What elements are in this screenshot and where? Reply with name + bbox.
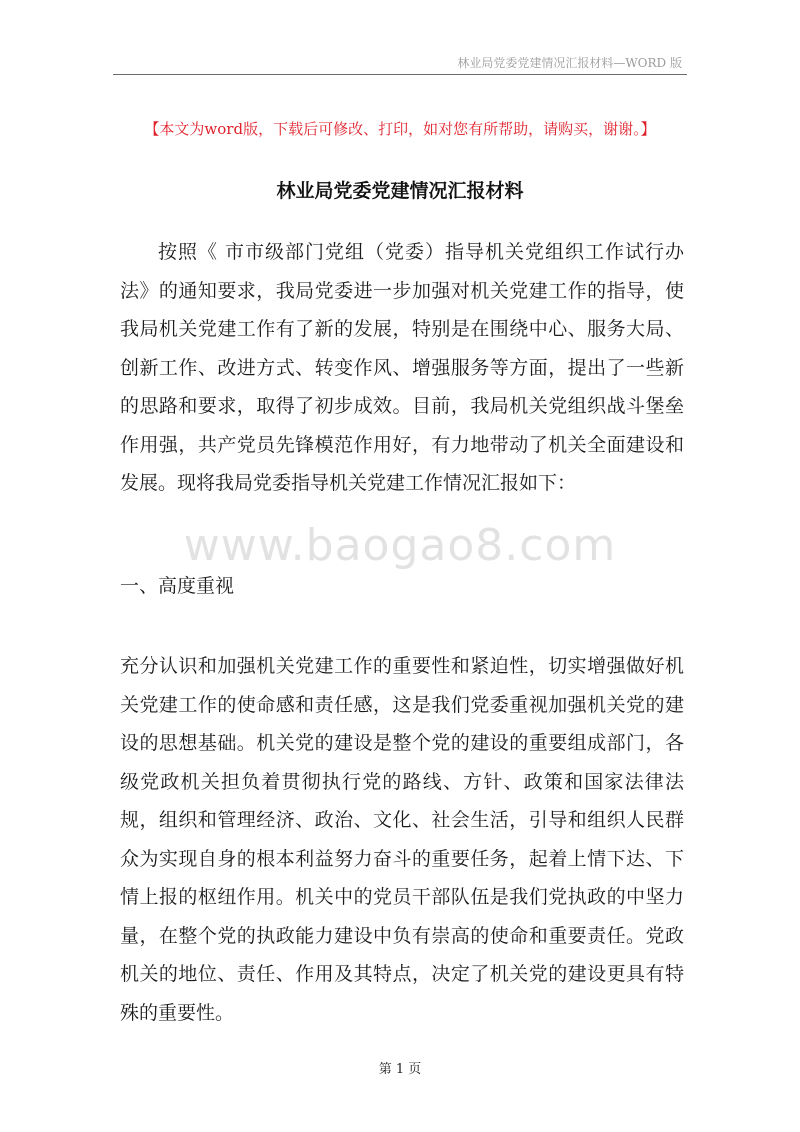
watermark: www.baogao8.com — [183, 520, 617, 571]
purchase-notice: 【本文为word版，下载后可修改、打印，如对您有所帮助，请购买，谢谢。】 — [144, 120, 656, 138]
header-divider — [113, 74, 687, 75]
intro-paragraph: 按照《 市市级部门党组（党委）指导机关党组织工作试行办法》的通知要求，我局党委进一步加强对机关党建工作的指导，使我局机关党建工作有了新的发展，特别是在围绕中心、服务大局、创新工作、改进方式、转变作风、增强服务等方面，提出了一些新的思路和要求，取得了初步成效。目前，我局机关党组织战斗堡垒作用强，共产党员先锋模范作用好，有力地带动了机关全面建设和发展。现将我局党委指导机关党建工作情况汇报如下： — [120, 241, 684, 494]
running-header: 林业局党委党建情况汇报材料—WORD 版 — [457, 56, 682, 70]
document-title: 林业局党委党建情况汇报材料 — [276, 180, 524, 202]
section-heading: 一、高度重视 — [120, 575, 235, 597]
page-number: 第 1 页 — [378, 1062, 422, 1077]
section-paragraph: 充分认识和加强机关党建工作的重要性和紧迫性，切实增强做好机关党建工作的使命感和责任感，这是我们党委重视加强机关党的建设的思想基础。机关党的建设是整个党的建设的重要组成部门，各级党政机关担负着贯彻执行党的路线、方针、政策和国家法律法规，组织和管理经济、政治、文化、社会生活，引导和组织人民群众为实现自身的根本利益努力奋斗的重要任务，起着上情下达、下情上报的枢纽作用。机关中的党员干部队伍是我们党执政的中坚力量，在整个党的执政能力建设中负有崇高的使命和重要责任。党政机关的地位、责任、作用及其特点，决定了机关党的建设更具有特殊的重要性。 — [120, 655, 684, 1024]
